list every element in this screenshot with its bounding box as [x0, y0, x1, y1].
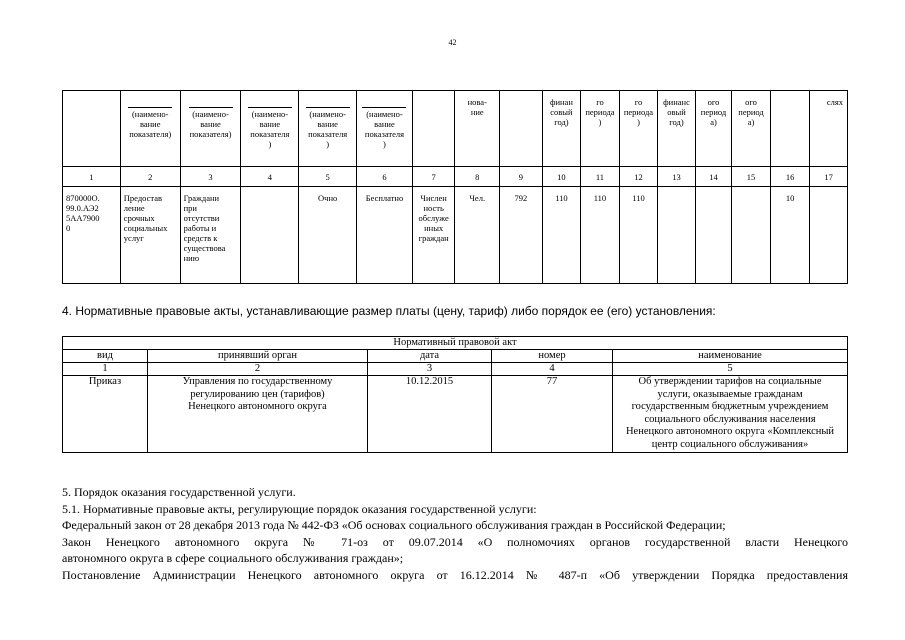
t1-n4: 4 [241, 167, 299, 187]
t2-h1: вид [63, 350, 148, 363]
t1-h3 [180, 91, 241, 167]
indicators-table [62, 90, 848, 284]
t1-n2: 2 [120, 167, 180, 187]
t1-h3-text: (наимено- вание показателя) [189, 109, 232, 139]
t1-n17: 17 [810, 167, 848, 187]
t1-h9 [500, 91, 543, 167]
t1-c11: 110 [581, 187, 620, 284]
t1-n7: 7 [412, 167, 455, 187]
t2-c1: Приказ [63, 376, 148, 453]
section5-line2a: Закон Ненецкого автономного округа № 71-оз от 09.07.2014 «О полномочиях органов государственной власти Ненецкого [62, 534, 848, 549]
t1-c5: Очно [299, 187, 357, 284]
t1-n5: 5 [299, 167, 357, 187]
t1-c16: 10 [770, 187, 810, 284]
t1-c8: Чел. [455, 187, 500, 284]
t1-c14 [695, 187, 732, 284]
t1-n9: 9 [500, 167, 543, 187]
table2-data-row [63, 376, 848, 453]
t1-n8: 8 [455, 167, 500, 187]
t1-n12: 12 [619, 167, 658, 187]
t1-c17 [810, 187, 848, 284]
t1-n11: 11 [581, 167, 620, 187]
t1-h2-text: (наимено- вание показателя) [129, 109, 172, 139]
section5-line3: Постановление Администрации Ненецкого автономного округа от 16.12.2014 № 487-п «Об утверждении Порядка предоставления [62, 567, 848, 582]
t1-c10: 110 [542, 187, 581, 284]
t2-n2: 2 [148, 363, 368, 376]
t1-n16: 16 [770, 167, 810, 187]
t1-n3: 3 [180, 167, 241, 187]
t1-c15 [732, 187, 771, 284]
t1-c4 [241, 187, 299, 284]
section5-line1: Федеральный закон от 28 декабря 2013 года № 442-ФЗ «Об основах социального обслуживания граждан в Российской Федерации; [62, 518, 726, 532]
table1-number-row [63, 167, 848, 187]
table1-header-row [63, 91, 848, 167]
t2-c4: 77 [492, 376, 613, 453]
t1-h10: финан совый год) [542, 91, 581, 167]
table2-number-row [63, 363, 848, 376]
t2-c3: 10.12.2015 [368, 376, 492, 453]
t1-c13 [658, 187, 696, 284]
table2-header-row [63, 350, 848, 363]
t1-h4-text: (наимено- вание показателя ) [250, 109, 290, 149]
section5-line2b: автономного округа в сфере социального обслуживания граждан»; [62, 551, 404, 565]
table2-title-row [63, 337, 848, 350]
t1-h17: слях [810, 91, 848, 167]
t1-c6: Бесплатно [357, 187, 413, 284]
t1-n13: 13 [658, 167, 696, 187]
t1-h14: ого период а) [695, 91, 732, 167]
t2-c5: Об утверждении тарифов на социальные услуги, оказываемые гражданам государственным бюджетным учреждением социального обслуживания населения Ненецкого автономного округа «Комплексный центр социального обслуживания» [613, 376, 848, 453]
t1-n14: 14 [695, 167, 732, 187]
t1-c1: 870000О. 99.0.АЭ2 5АА7900 0 [63, 187, 121, 284]
t1-h16 [770, 91, 810, 167]
t2-n3: 3 [368, 363, 492, 376]
t1-h5-text: (наимено- вание показателя ) [308, 109, 348, 149]
t2-h2: принявший орган [148, 350, 368, 363]
t1-h4 [241, 91, 299, 167]
t1-h2 [120, 91, 180, 167]
t1-h8: нова- ние [455, 91, 500, 167]
section5-title: 5. Порядок оказания государственной услуги. [62, 485, 296, 499]
t2-h5: наименование [613, 350, 848, 363]
t1-c7: Числен ность обслуже нных граждан [412, 187, 455, 284]
t1-n1: 1 [63, 167, 121, 187]
t1-h11: го периода ) [581, 91, 620, 167]
table2-title: Нормативный правовой акт [63, 337, 848, 350]
t1-c2: Предостав ление срочных социальных услуг [120, 187, 180, 284]
t2-c2: Управления по государственному регулированию цен (тарифов) Ненецкого автономного округа [148, 376, 368, 453]
legal-acts-table [62, 336, 848, 453]
t1-n10: 10 [542, 167, 581, 187]
t2-h4: номер [492, 350, 613, 363]
section5 [62, 484, 848, 583]
page-number: 42 [448, 38, 457, 47]
t1-h7 [412, 91, 455, 167]
t1-h1 [63, 91, 121, 167]
t2-n5: 5 [613, 363, 848, 376]
t2-n1: 1 [63, 363, 148, 376]
t1-c12: 110 [619, 187, 658, 284]
t1-h13: финанс овый год) [658, 91, 696, 167]
t1-h6-text: (наимено- вание показателя ) [364, 109, 405, 149]
section5-subtitle: 5.1. Нормативные правовые акты, регулирующие порядок оказания государственной услуги: [62, 501, 537, 516]
t1-h12: го периода ) [619, 91, 658, 167]
t1-h6 [357, 91, 413, 167]
t2-h3: дата [368, 350, 492, 363]
t1-h5 [299, 91, 357, 167]
t1-c3: Граждани при отсутстви работы и средств к существова нию [180, 187, 241, 284]
section4-title: 4. Нормативные правовые акты, устанавливающие размер платы (цену, тариф) либо порядок ее (его) установления: [62, 304, 716, 318]
t1-n15: 15 [732, 167, 771, 187]
table1-data-row [63, 187, 848, 284]
t1-c9: 792 [500, 187, 543, 284]
t2-n4: 4 [492, 363, 613, 376]
t1-h15: ого период а) [732, 91, 771, 167]
t1-n6: 6 [357, 167, 413, 187]
